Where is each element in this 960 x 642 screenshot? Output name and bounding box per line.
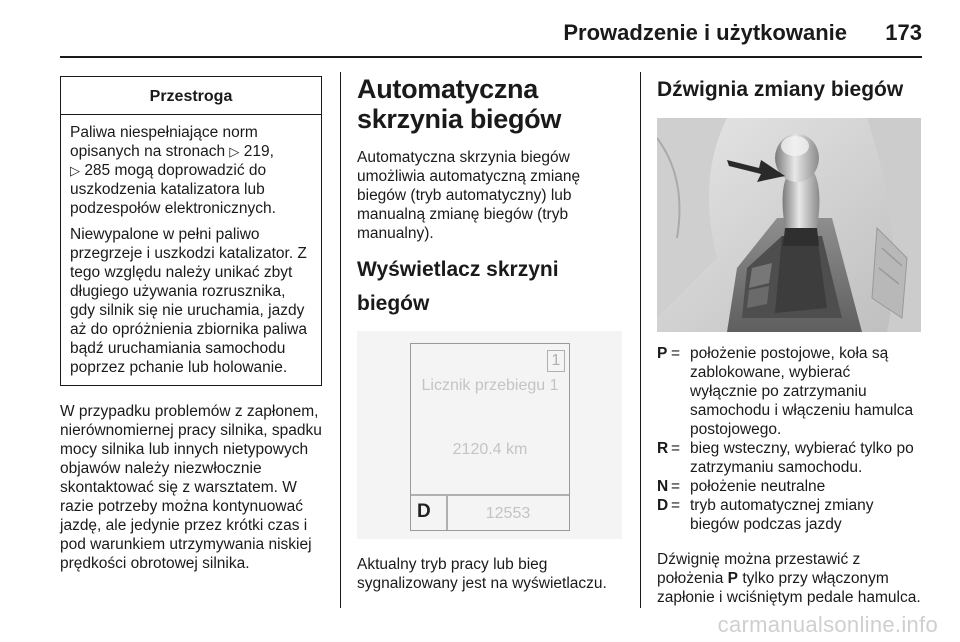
trip-distance: 2120.4 km — [452, 441, 528, 458]
gearbox-intro-paragraph: Automatyczna skrzynia biegów umożliwia automatyczną zmianę biegów (tryb automatyczny) lub manualną zmianę biegów (tryb manualny). — [357, 149, 581, 242]
column-1 — [60, 72, 322, 573]
reference-triangle-icon: ▷ — [70, 163, 80, 178]
display-frame — [410, 343, 570, 531]
section-heading-gear-lever: Dźwignia zmiany biegów — [657, 78, 904, 101]
watermark: carmanualsonline.info — [717, 612, 938, 637]
list-item: P = położenie postojowe, koła są zablokowane, wybierać wyłącznie po zatrzymaniu samochodu i włączeniu hamulca postojowego. — [657, 345, 914, 438]
page-number: 173 — [885, 20, 922, 45]
caution-title: Przestroga — [61, 77, 321, 115]
gear-lever-photo — [657, 118, 921, 332]
page-header — [60, 14, 922, 58]
list-item: R = bieg wsteczny, wybierać tylko po zatrzymaniu samochodu. — [657, 440, 914, 476]
gear-lever-paragraph: Dźwignię można przestawić z położenia P tylko przy włączonym zapłonie i wciśniętym pedale hamulca. — [657, 551, 921, 606]
section-heading-automatic-gearbox: Automatyczna skrzynia biegów — [357, 74, 562, 134]
list-item: D = tryb automatycznej zmiany biegów podczas jazdy — [657, 497, 874, 533]
caution-box — [60, 76, 322, 386]
caution-paragraph-1: Paliwa niespełniające norm opisanych na stronach ▷ 219, ▷ 285 mogą doprowadzić do uszkodzenia katalizatora lub podzespołów elektronicznych. — [70, 124, 276, 217]
gear-indicator: D — [417, 501, 431, 522]
subheading-gearbox-display: Wyświetlacz skrzyni biegów — [357, 258, 559, 315]
caution-body — [61, 115, 321, 385]
odometer-value: 12553 — [485, 505, 531, 522]
gear-lever-illustration — [657, 118, 921, 332]
list-item: N = położenie neutralne — [657, 478, 826, 495]
display-caption: Aktualny tryb pracy lub bieg sygnalizowany jest na wyświetlaczu. — [357, 556, 607, 592]
display-rule — [411, 494, 569, 496]
column-divider-1 — [340, 72, 341, 608]
trip-meter-label: Licznik przebiegu 1 — [421, 377, 559, 394]
column-divider-2 — [640, 72, 641, 608]
ignition-problem-paragraph: W przypadku problemów z zapłonem, nierównomiernej pracy silnika, spadku mocy silnika lub innych nietypowych objawów należy niezwłocznie skontaktować się z warsztatem. W razie potrzeby można kontynuować jazdę, ale jedynie przez krótki czas i pod warunkiem utrzymywania niskiej prędkości obrotowej silnika. — [60, 403, 322, 572]
gearbox-display-illustration — [357, 331, 622, 539]
reference-triangle-icon: ▷ — [229, 144, 240, 159]
trip-number-badge: 1 — [547, 350, 565, 372]
caution-paragraph-2: Niewypalone w pełni paliwo przegrzeje i uszkodzi katalizator. Z tego względu należy unikać zbyt długiego używania rozrusznika, gdy silnik się nie uruchamia, jazdy aż do opróżnienia zbiornika paliwa bądź uruchamiania samochodu poprzez pchanie lub holowanie. — [70, 226, 307, 376]
chapter-title: Prowadzenie i użytkowanie — [563, 20, 847, 45]
header-rule — [60, 56, 922, 58]
column-2 — [357, 72, 622, 593]
gear-position-list — [657, 344, 921, 534]
column-3 — [657, 72, 921, 607]
